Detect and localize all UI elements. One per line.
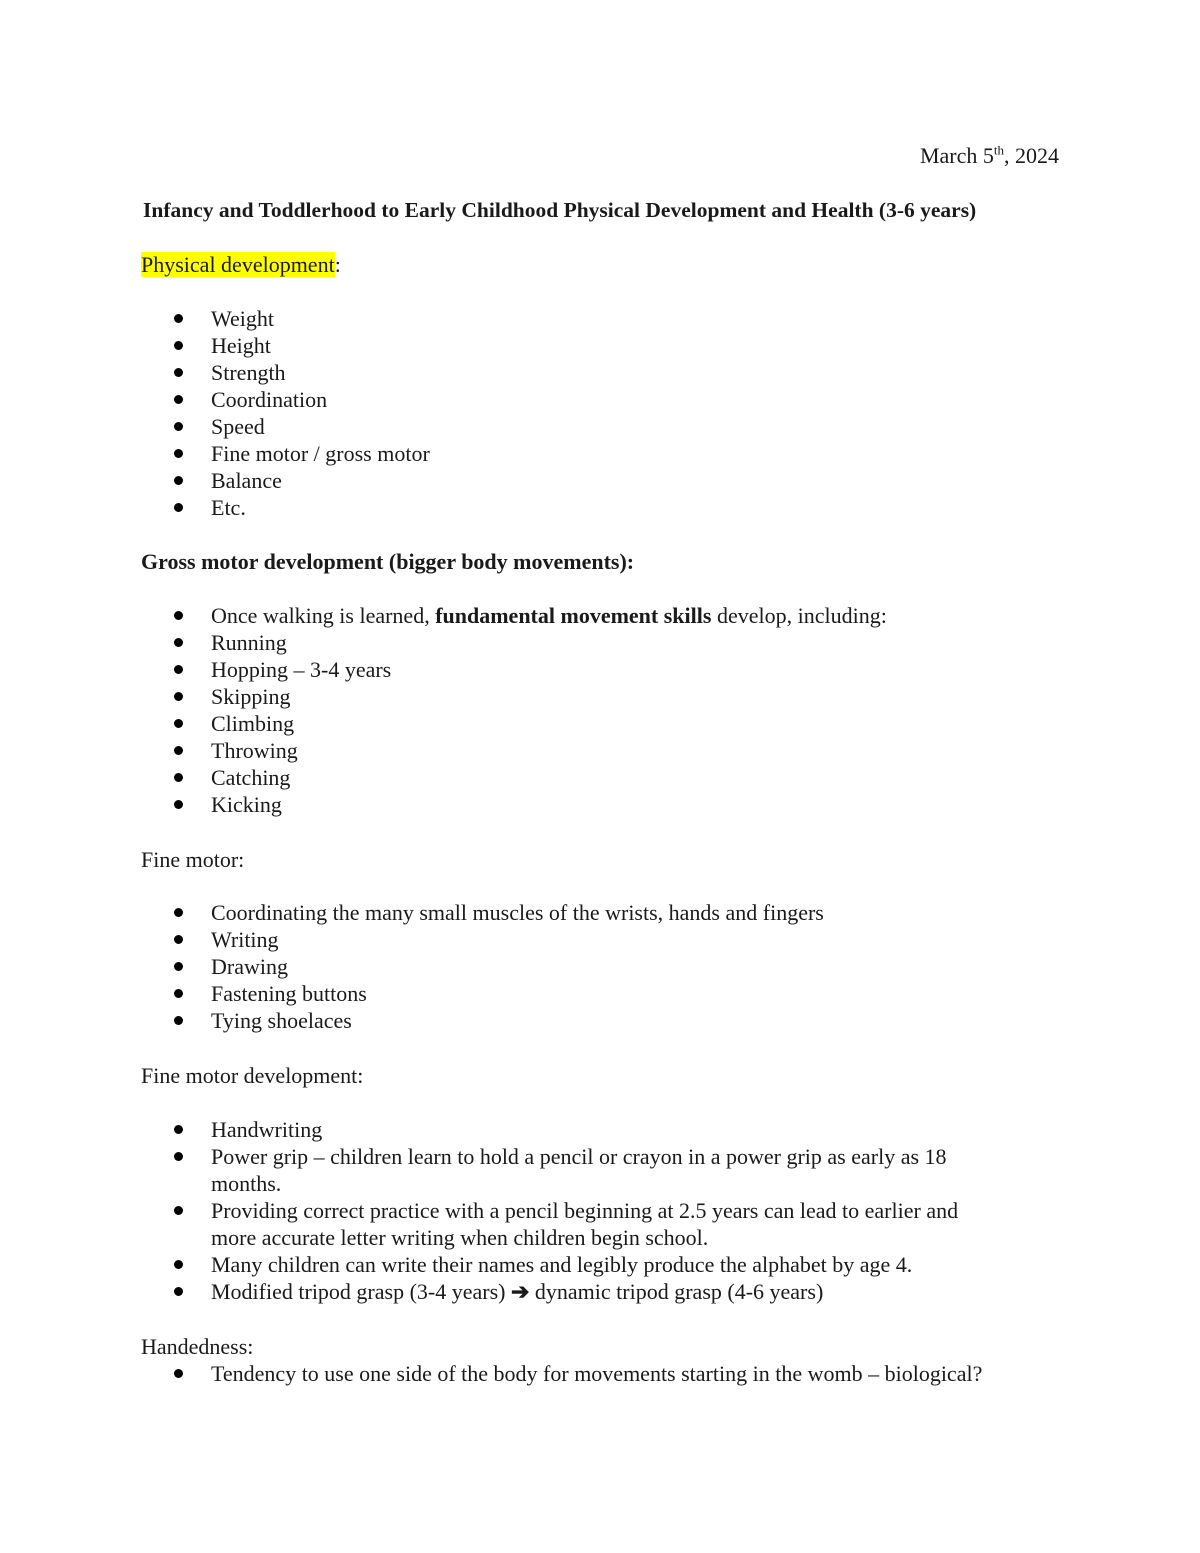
list-item: Modified tripod grasp (3-4 years) ➔ dynamic tripod grasp (4-6 years) bbox=[141, 1278, 961, 1305]
bullet-icon bbox=[174, 665, 183, 674]
fine-motor-list bbox=[141, 899, 1041, 1034]
bullet-icon bbox=[174, 638, 183, 647]
list-item: Throwing bbox=[141, 737, 1041, 764]
bullet-icon bbox=[174, 1369, 183, 1378]
gross-motor-heading: Gross motor development (bigger body movements): bbox=[141, 549, 635, 574]
bullet-icon bbox=[174, 962, 183, 971]
fine-motor-development-list bbox=[141, 1116, 961, 1305]
bullet-icon bbox=[174, 935, 183, 944]
list-item: Fine motor / gross motor bbox=[141, 440, 1041, 467]
list-item: Tendency to use one side of the body for movements starting in the womb – biological? bbox=[141, 1360, 1041, 1387]
list-item: Handwriting bbox=[141, 1116, 961, 1143]
bullet-icon bbox=[174, 692, 183, 701]
bullet-icon bbox=[174, 395, 183, 404]
handedness-list bbox=[141, 1360, 1041, 1387]
list-item: Etc. bbox=[141, 494, 1041, 521]
bullet-icon bbox=[174, 1125, 183, 1134]
bullet-icon bbox=[174, 341, 183, 350]
bullet-icon bbox=[174, 1287, 183, 1296]
list-item: Coordinating the many small muscles of the wrists, hands and fingers bbox=[141, 899, 1041, 926]
bullet-icon bbox=[174, 449, 183, 458]
bullet-icon bbox=[174, 746, 183, 755]
list-item: Balance bbox=[141, 467, 1041, 494]
list-item: Coordination bbox=[141, 386, 1041, 413]
bullet-icon bbox=[174, 1016, 183, 1025]
bullet-icon bbox=[174, 800, 183, 809]
list-item: Once walking is learned, fundamental movement skills develop, including: bbox=[141, 602, 1041, 629]
list-item: Climbing bbox=[141, 710, 1041, 737]
list-item: Hopping – 3-4 years bbox=[141, 656, 1041, 683]
physical-development-heading: Physical development: bbox=[141, 252, 341, 277]
list-item: Running bbox=[141, 629, 1041, 656]
list-item: Many children can write their names and legibly produce the alphabet by age 4. bbox=[141, 1251, 961, 1278]
bullet-icon bbox=[174, 314, 183, 323]
bullet-icon bbox=[174, 611, 183, 620]
gross-motor-list bbox=[141, 602, 1041, 818]
bullet-icon bbox=[174, 989, 183, 998]
bullet-icon bbox=[174, 1206, 183, 1215]
list-item: Providing correct practice with a pencil beginning at 2.5 years can lead to earlier and more accurate letter writing when children begin school. bbox=[141, 1197, 961, 1251]
bullet-icon bbox=[174, 368, 183, 377]
bullet-icon bbox=[174, 908, 183, 917]
bullet-icon bbox=[174, 503, 183, 512]
fine-motor-heading: Fine motor: bbox=[141, 847, 245, 872]
bullet-icon bbox=[174, 719, 183, 728]
bullet-icon bbox=[174, 1260, 183, 1269]
arrow-right-icon: ➔ bbox=[510, 1279, 530, 1304]
list-item: Strength bbox=[141, 359, 1041, 386]
list-item: Catching bbox=[141, 764, 1041, 791]
list-item: Tying shoelaces bbox=[141, 1007, 1041, 1034]
fine-motor-development-heading: Fine motor development: bbox=[141, 1063, 364, 1088]
handedness-heading: Handedness: bbox=[141, 1334, 254, 1359]
highlighted-text: Physical development bbox=[141, 252, 335, 277]
bullet-icon bbox=[174, 422, 183, 431]
bold-text: fundamental movement skills bbox=[435, 603, 712, 628]
list-item: Fastening buttons bbox=[141, 980, 1041, 1007]
physical-development-list bbox=[141, 305, 1041, 521]
bullet-icon bbox=[174, 1152, 183, 1161]
list-item: Writing bbox=[141, 926, 1041, 953]
list-item: Kicking bbox=[141, 791, 1041, 818]
list-item: Height bbox=[141, 332, 1041, 359]
list-item: Drawing bbox=[141, 953, 1041, 980]
bullet-icon bbox=[174, 476, 183, 485]
list-item: Skipping bbox=[141, 683, 1041, 710]
document-date: March 5th, 2024 bbox=[919, 142, 1059, 168]
bullet-icon bbox=[174, 773, 183, 782]
document-title: Infancy and Toddlerhood to Early Childhood Physical Development and Health (3-6 years) bbox=[143, 198, 977, 222]
list-item: Speed bbox=[141, 413, 1041, 440]
list-item: Power grip – children learn to hold a pencil or crayon in a power grip as early as 18 months. bbox=[141, 1143, 961, 1197]
list-item: Weight bbox=[141, 305, 1041, 332]
